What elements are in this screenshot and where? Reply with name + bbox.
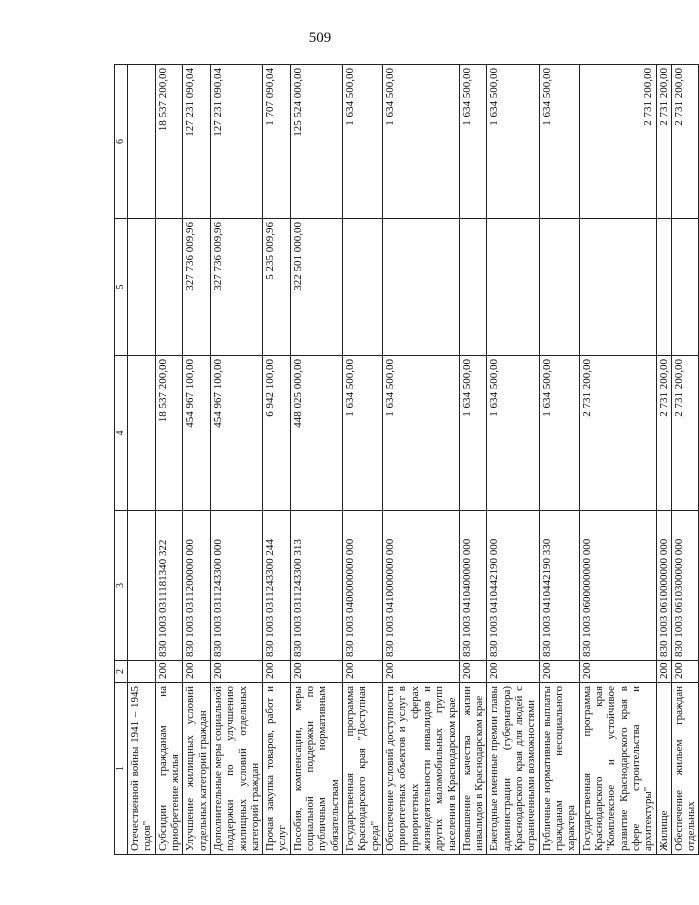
row-amount-change: 327 736 009,96 [210, 219, 262, 356]
table-row [382, 65, 459, 855]
row-code: 200 [382, 661, 459, 683]
column-header: 3 [115, 511, 128, 661]
row-amount-total: 125 524 000,00 [290, 65, 342, 219]
table-row [210, 65, 262, 855]
row-classifier: 830 1003 0311243300 313 [290, 511, 342, 661]
header-row [115, 65, 128, 855]
table-row [128, 65, 156, 855]
row-name: Отечественной войны 1941 – 1945 годов" [128, 683, 156, 855]
row-code: 200 [579, 661, 656, 683]
row-name: Государственная программа Краснодарского края "Комплексное и устойчивое развитие Краснодарского края в сфере строительства и архитектуры" [579, 683, 656, 855]
row-amount-planned: 6 942 100,00 [263, 356, 291, 511]
row-amount-change [579, 219, 656, 356]
table-row [487, 65, 539, 855]
row-amount-change [671, 219, 699, 356]
row-amount-planned [128, 356, 156, 511]
row-amount-planned: 18 537 200,00 [155, 356, 183, 511]
row-code: 200 [487, 661, 539, 683]
row-amount-total: 1 707 090,04 [263, 65, 291, 219]
row-name: Повышение качества жизни инвалидов в Краснодарском крае [459, 683, 487, 855]
row-name: Обеспечение жильем граждан отдельных [671, 683, 699, 855]
row-amount-planned: 1 634 500,00 [343, 356, 383, 511]
row-amount-change [382, 219, 459, 356]
row-amount-planned: 1 634 500,00 [382, 356, 459, 511]
row-name: Обеспечение условий доступности приоритетных объектов и услуг в приоритетных сферах жизнедеятельности инвалидов и других маломобильных групп населения в Краснодарском крае [382, 683, 459, 855]
column-header: 4 [115, 356, 128, 511]
table-row [539, 65, 579, 855]
row-amount-change: 322 501 000,00 [290, 219, 342, 356]
row-amount-planned: 2 731 200,00 [579, 356, 656, 511]
table-row [656, 65, 671, 855]
row-amount-total [128, 65, 156, 219]
row-classifier [128, 511, 156, 661]
table-row [579, 65, 656, 855]
row-code: 200 [459, 661, 487, 683]
row-code: 200 [155, 661, 183, 683]
row-code: 200 [671, 661, 699, 683]
row-classifier: 830 1003 0311200000 000 [183, 511, 211, 661]
row-amount-total: 2 731 200,00 [671, 65, 699, 219]
row-amount-total: 1 634 500,00 [459, 65, 487, 219]
row-name: Пособия, компенсации, меры социальной поддержки по публичным нормативным обязательствам [290, 683, 342, 855]
row-name: Жилище [656, 683, 671, 855]
row-classifier: 830 1003 0311243300 000 [210, 511, 262, 661]
row-name: Ежегодные именные премии главы администрации (губернатора) Краснодарского края для людей с ограниченными возможностями [487, 683, 539, 855]
row-amount-change [539, 219, 579, 356]
budget-table [114, 64, 699, 855]
row-amount-planned: 448 025 000,00 [290, 356, 342, 511]
column-header: 5 [115, 219, 128, 356]
row-amount-total: 18 537 200,00 [155, 65, 183, 219]
row-code: 200 [290, 661, 342, 683]
row-name: Прочая закупка товаров, работ и услуг [263, 683, 291, 855]
table-row [459, 65, 487, 855]
row-classifier: 830 1003 0600000000 000 [579, 511, 656, 661]
row-amount-planned: 1 634 500,00 [487, 356, 539, 511]
row-classifier: 830 1003 0610000000 000 [656, 511, 671, 661]
table-row [155, 65, 183, 855]
row-classifier: 830 1003 0610300000 000 [671, 511, 699, 661]
row-amount-total: 1 634 500,00 [487, 65, 539, 219]
row-classifier: 830 1003 0311181340 322 [155, 511, 183, 661]
row-code: 200 [539, 661, 579, 683]
table-row [263, 65, 291, 855]
row-code: 200 [210, 661, 262, 683]
row-amount-planned: 1 634 500,00 [459, 356, 487, 511]
row-amount-planned: 454 967 100,00 [210, 356, 262, 511]
row-classifier: 830 1003 0410400000 000 [459, 511, 487, 661]
column-header: 1 [115, 683, 128, 855]
row-amount-change [656, 219, 671, 356]
row-amount-change: 5 235 009,96 [263, 219, 291, 356]
row-code: 200 [183, 661, 211, 683]
table-row [183, 65, 211, 855]
row-name: Дополнительные меры социальной поддержки по улучшению жилищных условий отдельных категорий граждан [210, 683, 262, 855]
row-amount-change [343, 219, 383, 356]
table-row [290, 65, 342, 855]
row-amount-total: 1 634 500,00 [382, 65, 459, 219]
row-amount-change [459, 219, 487, 356]
column-header: 6 [115, 65, 128, 219]
rotated-table-content [114, 65, 698, 855]
row-amount-change [128, 219, 156, 356]
row-classifier: 830 1003 0400000000 000 [343, 511, 383, 661]
row-code: 200 [263, 661, 291, 683]
row-amount-total: 2 731 200,00 [579, 65, 656, 219]
row-classifier: 830 1003 0410000000 000 [382, 511, 459, 661]
row-amount-planned: 1 634 500,00 [539, 356, 579, 511]
rotated-table-frame [114, 65, 698, 855]
row-amount-change [155, 219, 183, 356]
row-classifier: 830 1003 0311243300 244 [263, 511, 291, 661]
row-amount-total: 1 634 500,00 [343, 65, 383, 219]
row-name: Субсидии гражданам на приобретение жилья [155, 683, 183, 855]
row-name: Публичные нормативные выплаты гражданам несоциального характера [539, 683, 579, 855]
row-classifier: 830 1003 0410442190 000 [487, 511, 539, 661]
row-name: Государственная программа Краснодарского края "Доступная среда" [343, 683, 383, 855]
row-amount-total: 1 634 500,00 [539, 65, 579, 219]
row-amount-planned: 2 731 200,00 [671, 356, 699, 511]
table-row [671, 65, 699, 855]
row-code: 200 [656, 661, 671, 683]
column-header: 2 [115, 661, 128, 683]
row-amount-total: 127 231 090,04 [210, 65, 262, 219]
row-code [128, 661, 156, 683]
row-amount-change: 327 736 009,96 [183, 219, 211, 356]
page-number: 509 [308, 30, 332, 46]
row-name: Улучшение жилищных условий отдельных категорий граждан [183, 683, 211, 855]
row-amount-change [487, 219, 539, 356]
row-amount-total: 127 231 090,04 [183, 65, 211, 219]
row-amount-planned: 2 731 200,00 [656, 356, 671, 511]
table-row [343, 65, 383, 855]
row-classifier: 830 1003 0410442190 330 [539, 511, 579, 661]
row-amount-total: 2 731 200,00 [656, 65, 671, 219]
row-code: 200 [343, 661, 383, 683]
row-amount-planned: 454 967 100,00 [183, 356, 211, 511]
